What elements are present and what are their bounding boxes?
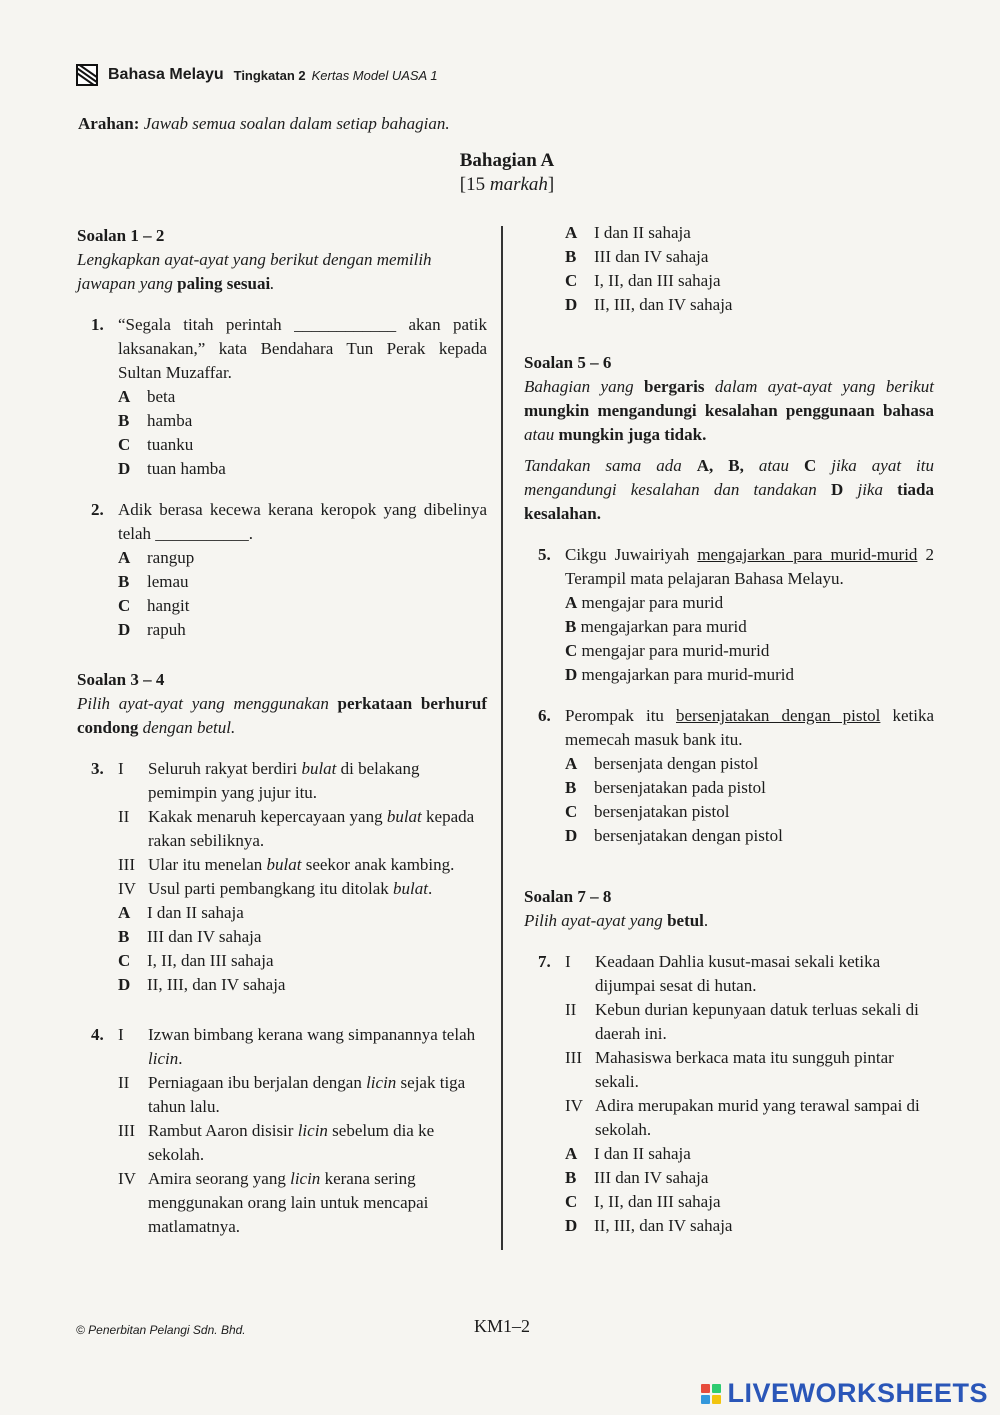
option-a[interactable]: A I dan II sahaja [565, 1144, 691, 1163]
section-title: Bahagian A [459, 150, 555, 171]
right-column [524, 221, 934, 1238]
option-a[interactable]: A mengajar para murid [565, 593, 724, 612]
question-number: 2. [91, 500, 104, 519]
option-c[interactable]: C tuanku [118, 435, 194, 454]
statement-i: I Keadaan Dahlia kusut-masai sekali ketika dijumpai sesat di hutan. [565, 952, 881, 995]
question-7 [524, 950, 934, 1238]
option-d[interactable]: D II, III, dan IV sahaja [118, 975, 286, 994]
section-marks: [15 markah] [459, 174, 555, 195]
option-d[interactable]: D bersenjatakan dengan pistol [565, 826, 783, 845]
option-b[interactable]: B mengajarkan para murid [565, 617, 747, 636]
option-d[interactable]: D mengajarkan para murid-murid [565, 665, 794, 684]
section-heading [0, 150, 1000, 196]
option-a[interactable]: A beta [118, 387, 176, 406]
question-2 [77, 498, 487, 642]
option-c[interactable]: C I, II, dan III sahaja [118, 951, 274, 970]
level-label: Tingkatan 2 [233, 67, 306, 83]
option-a[interactable]: A rangup [118, 548, 195, 567]
statement-iv: IV Adira merupakan murid yang terawal sampai di sekolah. [565, 1096, 920, 1139]
question-3 [77, 757, 487, 997]
question-number: 4. [91, 1025, 104, 1044]
question-number: 5. [538, 545, 551, 564]
brand-mark-square [712, 1395, 721, 1404]
statement-i: I Seluruh rakyat berdiri bulat di belakang pemimpin yang jujur itu. [118, 759, 420, 802]
group-title: Soalan 1 – 2 [77, 226, 165, 245]
statement-iv: IV Usul parti pembangkang itu ditolak bulat. [118, 879, 433, 898]
question-stem: Perompak itu bersenjatakan dengan pistol ketika memecah masuk bank itu. [565, 706, 934, 749]
statement-ii: II Kakak menaruh kepercayaan yang bulat kepada rakan sebiliknya. [118, 807, 475, 850]
brand-mark-square [712, 1384, 721, 1393]
option-a[interactable]: A bersenjata dengan pistol [565, 754, 759, 773]
question-number: 6. [538, 706, 551, 725]
liveworksheets-logo-icon [701, 1384, 721, 1404]
group-soalan-5-6 [524, 351, 934, 526]
group-title: Soalan 3 – 4 [77, 670, 165, 689]
group-soalan-1-2 [77, 224, 487, 296]
option-b[interactable]: B III dan IV sahaja [565, 247, 709, 266]
group-title: Soalan 7 – 8 [524, 887, 612, 906]
option-c[interactable]: C I, II, dan III sahaja [565, 271, 721, 290]
question-number: 1. [91, 315, 104, 334]
option-d[interactable]: D rapuh [118, 620, 186, 639]
question-5 [524, 543, 934, 687]
page-number: KM1–2 [474, 1316, 531, 1336]
statement-iii: III Rambut Aaron disisir licin sebelum dia ke sekolah. [118, 1121, 435, 1164]
group-soalan-3-4 [77, 668, 487, 740]
question-stem: Cikgu Juwairiyah mengajarkan para murid-murid 2 Terampil mata pelajaran Bahasa Melayu. [565, 545, 935, 588]
brand-text: LIVEWORKSHEETS [727, 1378, 988, 1408]
option-b[interactable]: B hamba [118, 411, 193, 430]
group-title: Soalan 5 – 6 [524, 353, 612, 372]
question-number: 3. [91, 759, 104, 778]
question-4-options [524, 221, 934, 317]
question-4 [77, 1023, 487, 1239]
subject-title: Bahasa Melayu [108, 66, 224, 83]
instructions: Arahan: Jawab semua soalan dalam setiap bahagian. [78, 114, 450, 133]
group-description: Pilih ayat-ayat yang betul. [524, 911, 709, 930]
option-b[interactable]: B bersenjatakan pada pistol [565, 778, 766, 797]
option-d[interactable]: D II, III, dan IV sahaja [565, 1216, 733, 1235]
group-description: Pilih ayat-ayat yang menggunakan perkataan berhuruf condong dengan betul. [77, 694, 487, 737]
column-divider [501, 226, 503, 1250]
brand-mark-square [701, 1395, 710, 1404]
option-d[interactable]: D II, III, dan IV sahaja [565, 295, 733, 314]
publisher-logo-icon [76, 64, 98, 86]
question-stem: “Segala titah perintah ____________ akan patik laksanakan,” kata Bendahara Tun Perak kepada Sultan Muzaffar. [118, 315, 488, 382]
paper-label: Kertas Model UASA 1 [311, 67, 438, 83]
option-c[interactable]: C hangit [118, 596, 190, 615]
option-d[interactable]: D tuan hamba [118, 459, 226, 478]
statement-iv: IV Amira seorang yang licin kerana sering menggunakan orang lain untuk mencapai matlamatnya. [118, 1169, 429, 1236]
liveworksheets-brand[interactable] [701, 1378, 988, 1409]
statement-ii: II Kebun durian kepunyaan datuk terluas sekali di daerah ini. [565, 1000, 919, 1043]
group-description: Lengkapkan ayat-ayat yang berikut dengan memilih jawapan yang paling sesuai. [77, 250, 432, 293]
option-a[interactable]: A I dan II sahaja [565, 223, 691, 242]
statement-iii: III Ular itu menelan bulat seekor anak kambing. [118, 855, 455, 874]
group-description: Bahagian yang bergaris dalam ayat-ayat yang berikut mungkin mengandungi kesalahan penggunaan bahasa atau mungkin juga tidak. [524, 377, 935, 444]
option-b[interactable]: B III dan IV sahaja [565, 1168, 709, 1187]
option-b[interactable]: B lemau [118, 572, 189, 591]
left-column [77, 224, 487, 1239]
group-soalan-7-8 [524, 885, 934, 933]
option-a[interactable]: A I dan II sahaja [118, 903, 244, 922]
statement-ii: II Perniagaan ibu berjalan dengan licin sejak tiga tahun lalu. [118, 1073, 466, 1116]
copyright: © Penerbitan Pelangi Sdn. Bhd. [76, 1323, 246, 1337]
option-c[interactable]: C mengajar para murid-murid [565, 641, 770, 660]
question-stem: Adik berasa kecewa kerana keropok yang dibelinya telah ___________. [118, 500, 487, 543]
question-1 [77, 313, 487, 481]
statement-i: I Izwan bimbang kerana wang simpanannya telah licin. [118, 1025, 476, 1068]
option-c[interactable]: C I, II, dan III sahaja [565, 1192, 721, 1211]
question-number: 7. [538, 952, 551, 971]
page-header [76, 64, 438, 86]
statement-iii: III Mahasiswa berkaca mata itu sungguh pintar sekali. [565, 1048, 894, 1091]
brand-mark-square [701, 1384, 710, 1393]
group-description-2: Tandakan sama ada A, B, atau C jika ayat itu mengandungi kesalahan dan tandakan D jika tiada kesalahan. [524, 456, 934, 523]
option-b[interactable]: B III dan IV sahaja [118, 927, 262, 946]
option-c[interactable]: C bersenjatakan pistol [565, 802, 730, 821]
question-6 [524, 704, 934, 848]
